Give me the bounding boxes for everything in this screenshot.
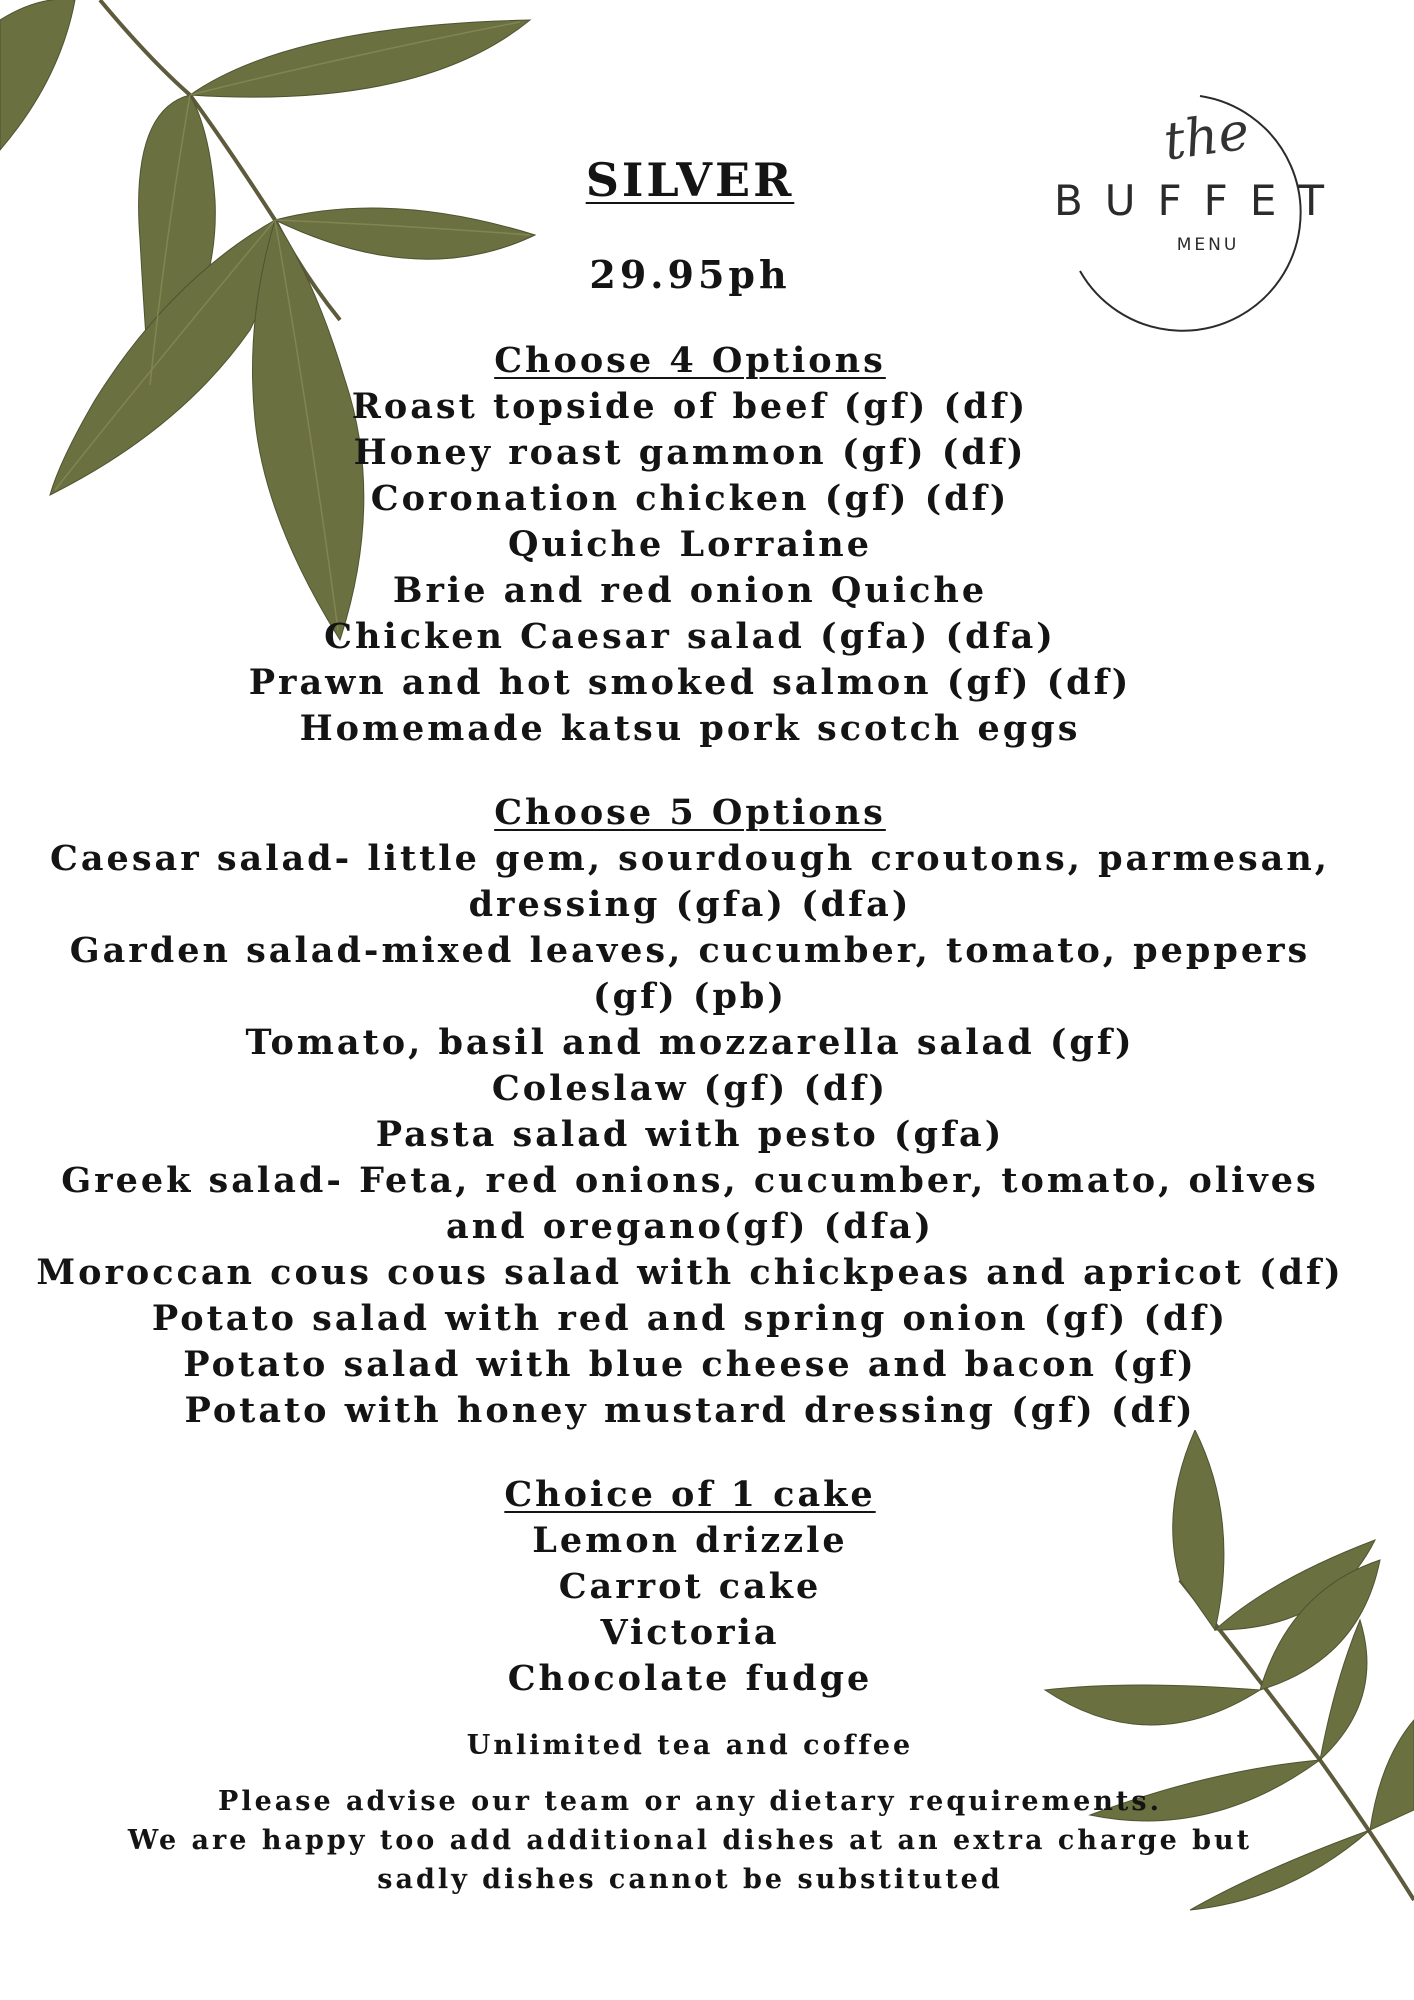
- menu-item: Chocolate fudge: [507, 1658, 873, 1699]
- menu-price: 29.95ph: [589, 252, 791, 297]
- dietary-note-line: sadly dishes cannot be substituted: [377, 1864, 1003, 1895]
- section-mains: [0, 338, 1380, 752]
- logo-word-the: the: [1160, 101, 1253, 173]
- menu-item: Garden salad-mixed leaves, cucumber, tomato, peppers (gf) (pb): [69, 930, 1311, 1017]
- menu-item: Carrot cake: [558, 1566, 822, 1607]
- menu-item: Prawn and hot smoked salmon (gf) (df): [248, 662, 1132, 703]
- menu-item: Coronation chicken (gf) (df): [370, 478, 1010, 519]
- section-heading: Choose 4 Options: [494, 340, 886, 381]
- menu-item: Lemon drizzle: [532, 1520, 848, 1561]
- menu-item: Victoria: [600, 1612, 780, 1653]
- menu-item: Roast topside of beef (gf) (df): [351, 386, 1029, 427]
- logo-word-buffet: BUFFET: [1053, 176, 1347, 225]
- extra-note: Unlimited tea and coffee: [466, 1730, 914, 1761]
- menu-title: SILVER: [585, 153, 795, 207]
- section-heading: Choice of 1 cake: [504, 1474, 876, 1515]
- dietary-note-line: Please advise our team or any dietary requirements.: [218, 1786, 1162, 1817]
- menu-item: Moroccan cous cous salad with chickpeas and apricot (df): [36, 1252, 1344, 1293]
- menu-item: Quiche Lorraine: [508, 524, 872, 565]
- menu-item: Pasta salad with pesto (gfa): [375, 1114, 1005, 1155]
- menu-item: Potato salad with blue cheese and bacon (gf): [183, 1344, 1197, 1385]
- menu-item: Caesar salad- little gem, sourdough croutons, parmesan, dressing (gfa) (dfa): [50, 838, 1330, 925]
- menu-item: Potato salad with red and spring onion (gf) (df): [151, 1298, 1229, 1339]
- menu-item: Homemade katsu pork scotch eggs: [299, 708, 1081, 749]
- menu-item: Potato with honey mustard dressing (gf) (df): [184, 1390, 1196, 1431]
- section-heading: Choose 5 Options: [494, 792, 886, 833]
- section-salads: [0, 790, 1380, 1434]
- menu-content: [0, 150, 1380, 1899]
- logo-word-menu: MENU: [1176, 235, 1240, 255]
- dietary-note-line: We are happy too add additional dishes at an extra charge but: [127, 1825, 1253, 1856]
- menu-item: Tomato, basil and mozzarella salad (gf): [245, 1022, 1135, 1063]
- menu-item: Chicken Caesar salad (gfa) (dfa): [324, 616, 1056, 657]
- dietary-note: [0, 1782, 1380, 1899]
- menu-item: Greek salad- Feta, red onions, cucumber, tomato, olives and oregano(gf) (dfa): [61, 1160, 1319, 1247]
- menu-item: Honey roast gammon (gf) (df): [353, 432, 1027, 473]
- menu-item: Brie and red onion Quiche: [392, 570, 988, 611]
- menu-item: Coleslaw (gf) (df): [491, 1068, 889, 1109]
- section-cakes: [0, 1472, 1380, 1702]
